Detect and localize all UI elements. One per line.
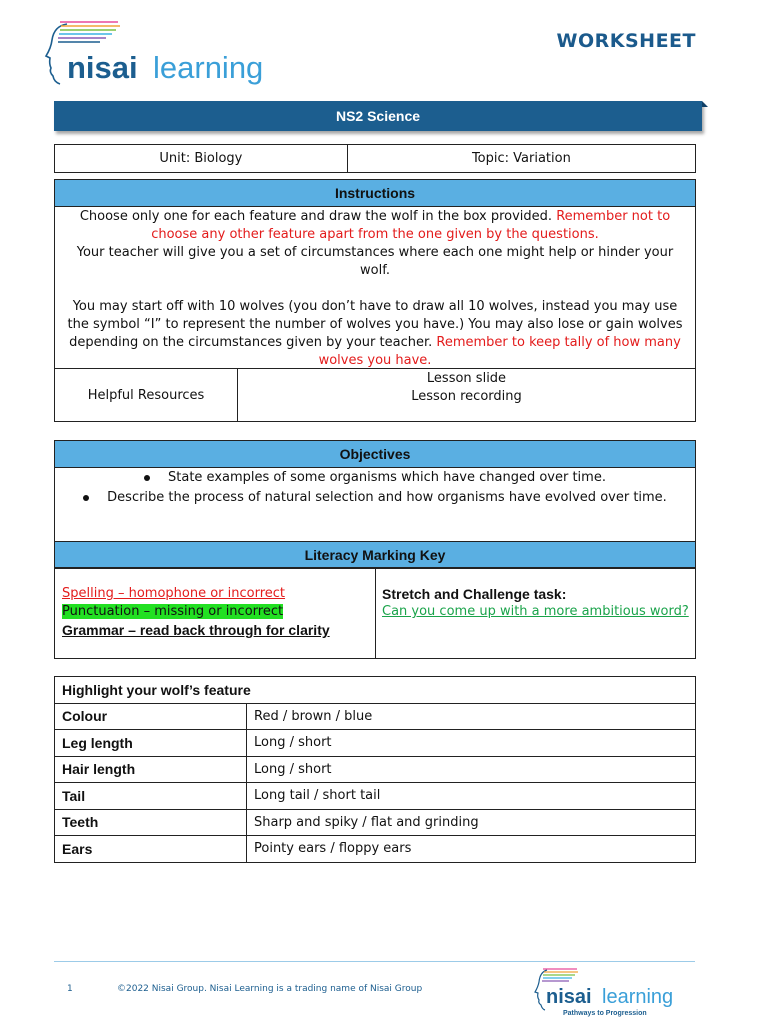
footer-brand-light: learning xyxy=(602,986,674,1008)
table-row xyxy=(55,730,696,757)
instructions-p2: Your teacher will give you a set of circumstances where each one might help or hinder your wolf. xyxy=(76,245,674,278)
instructions-p3-warning: Remember to keep tally of how many wolves you have. xyxy=(318,335,681,368)
features-heading: Highlight your wolf’s feature xyxy=(55,677,696,704)
instructions-p3: You may start off with 10 wolves (you don’t have to draw all 10 wolves, instead you may use the symbol “I” to represent the number of wolves you have.) You may also lose or gain wolves depending on the circumstances given by your teacher. xyxy=(67,299,683,350)
table-row xyxy=(55,703,696,730)
feature-label: Teeth xyxy=(55,809,247,836)
objective-item: State examples of some organisms which have changed over time. xyxy=(55,468,695,488)
feature-options: Sharp and spiky / flat and grinding xyxy=(247,809,696,836)
wolf-features-table xyxy=(54,676,696,863)
instructions-heading: Instructions xyxy=(55,180,695,207)
unit-topic-table xyxy=(54,144,696,173)
resources-label: Helpful Resources xyxy=(55,369,238,421)
spelling-key: Spelling – homophone or incorrect xyxy=(62,586,286,601)
table-row xyxy=(55,783,696,810)
banner-title: NS2 Science xyxy=(335,108,421,124)
feature-options: Long / short xyxy=(247,730,696,757)
objectives-box xyxy=(54,440,696,659)
feature-label: Ears xyxy=(55,836,247,863)
nisai-learning-footer-logo xyxy=(533,966,683,1018)
instructions-p1: Choose only one for each feature and draw the wolf in the box provided. xyxy=(79,209,553,224)
page-number: 1 xyxy=(67,984,73,994)
grammar-key: Grammar – read back through for clarity xyxy=(62,622,330,638)
objectives-heading: Objectives xyxy=(55,441,695,468)
copyright-text: ©2022 Nisai Group. Nisai Learning is a trading name of Nisai Group xyxy=(117,984,423,994)
marking-key xyxy=(55,569,376,658)
instructions-text xyxy=(55,207,695,370)
bullet-icon xyxy=(144,475,150,481)
feature-label: Tail xyxy=(55,783,247,810)
footer-tagline: Pathways to Progression xyxy=(563,1010,647,1017)
literacy-row xyxy=(55,568,695,658)
nisai-learning-logo xyxy=(40,18,300,92)
bullet-icon xyxy=(83,495,89,501)
topic-cell: Topic: Variation xyxy=(347,145,695,173)
feature-options: Long tail / short tail xyxy=(247,783,696,810)
resource-item: Lesson recording xyxy=(411,389,522,404)
table-row xyxy=(55,756,696,783)
objective-item: Describe the process of natural selection and how organisms have evolved over time. xyxy=(55,488,695,508)
logo-brand-light: learning xyxy=(153,50,264,85)
resources-list xyxy=(238,369,695,421)
stretch-title: Stretch and Challenge task: xyxy=(382,586,567,602)
resource-item: Lesson slide xyxy=(426,371,507,386)
punctuation-key: Punctuation – missing or incorrect xyxy=(62,604,284,619)
stretch-challenge xyxy=(376,569,695,658)
footer-divider xyxy=(54,961,695,962)
literacy-heading: Literacy Marking Key xyxy=(55,541,695,568)
worksheet-label: WORKSHEET xyxy=(556,30,696,52)
stretch-question: Can you come up with a more ambitious word? xyxy=(382,604,689,619)
feature-options: Pointy ears / floppy ears xyxy=(247,836,696,863)
course-banner xyxy=(54,101,702,131)
feature-options: Red / brown / blue xyxy=(247,703,696,730)
helpful-resources-row xyxy=(55,368,695,421)
instructions-box xyxy=(54,179,696,422)
feature-label: Leg length xyxy=(55,730,247,757)
objectives-list xyxy=(55,468,695,541)
instructions-p1-warning: Remember not to choose any other feature apart from the one given by the questions. xyxy=(151,209,671,242)
unit-cell: Unit: Biology xyxy=(55,145,348,173)
logo-brand-bold: nisai xyxy=(67,50,138,85)
feature-options: Long / short xyxy=(247,756,696,783)
table-row xyxy=(55,836,696,863)
footer-brand-bold: nisai xyxy=(546,986,592,1008)
feature-label: Colour xyxy=(55,703,247,730)
table-row xyxy=(55,809,696,836)
feature-label: Hair length xyxy=(55,756,247,783)
